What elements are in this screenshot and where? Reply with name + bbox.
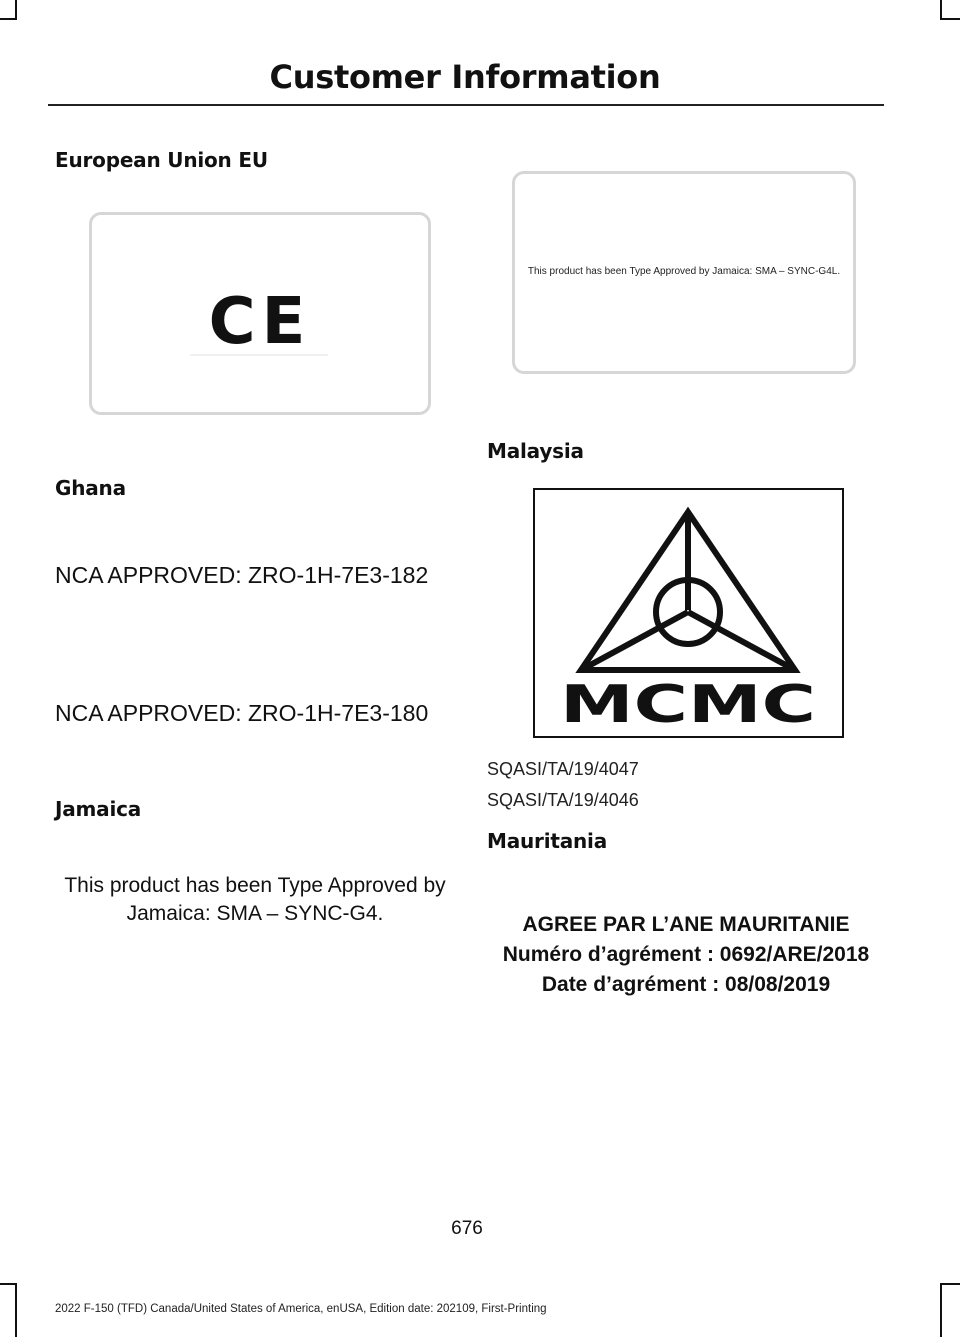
- mauritania-line-2: Numéro d’agrément : 0692/ARE/2018: [502, 943, 870, 966]
- mcmc-logo: [533, 488, 844, 738]
- crop-mark: [940, 1283, 942, 1337]
- jamaica-sync-g4l-text: This product has been Type Approved by Jamaica: SMA – SYNC-G4L.: [527, 266, 841, 277]
- mcmc-logo-icon: [535, 490, 842, 736]
- mauritania-line-1: AGREE PAR L’ANE MAURITANIE: [522, 913, 850, 936]
- mauritania-approval-block: [476, 910, 896, 1000]
- jamaica-sync-g4l-box: [512, 171, 856, 374]
- malaysia-code-2: SQASI/TA/19/4046: [487, 790, 639, 810]
- eu-heading: European Union EU: [55, 148, 268, 172]
- ce-mark-box: [89, 212, 431, 415]
- crop-mark: [0, 1283, 17, 1285]
- crop-mark: [15, 1283, 17, 1337]
- jamaica-approval-line-1: This product has been Type Approved by: [64, 874, 446, 897]
- page-title: Customer Information: [269, 58, 661, 96]
- mauritania-line-3: Date d’agrément : 08/08/2019: [541, 973, 831, 996]
- jamaica-approval-line-2: Jamaica: SMA – SYNC-G4.: [126, 902, 384, 925]
- crop-mark: [0, 18, 17, 20]
- mauritania-heading: Mauritania: [487, 829, 608, 853]
- nca-approval-2: NCA APPROVED: ZRO-1H-7E3-180: [55, 700, 429, 726]
- malaysia-code-1: SQASI/TA/19/4047: [487, 759, 639, 779]
- ce-mark-text: CE: [208, 285, 312, 359]
- page-number: 676: [451, 1218, 483, 1239]
- jamaica-heading: Jamaica: [55, 797, 142, 821]
- jamaica-approval-text: [50, 872, 460, 928]
- edition-footer: 2022 F-150 (TFD) Canada/United States of America, enUSA, Edition date: 202109, First-Printing: [55, 1303, 547, 1315]
- crop-mark: [15, 0, 17, 20]
- crop-mark: [940, 0, 942, 20]
- crop-mark: [940, 18, 960, 20]
- ce-mark-icon: [92, 215, 428, 412]
- ghana-heading: Ghana: [55, 476, 126, 500]
- header-divider: [48, 104, 884, 106]
- nca-approval-1: NCA APPROVED: ZRO-1H-7E3-182: [55, 562, 429, 588]
- mcmc-logo-text: MCMC: [560, 675, 816, 735]
- malaysia-heading: Malaysia: [487, 439, 584, 463]
- crop-mark: [940, 1283, 960, 1285]
